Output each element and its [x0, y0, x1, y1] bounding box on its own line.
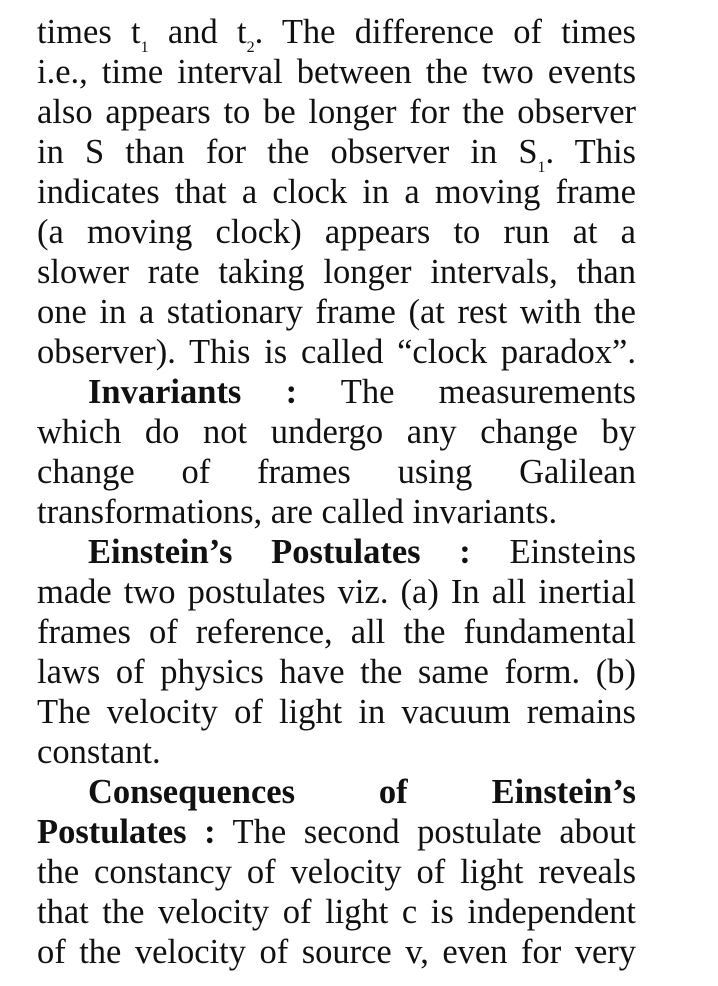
subscript: 1 — [140, 39, 149, 56]
text-line: observer). This is called “clock paradox”. — [37, 333, 636, 371]
text-line: Postulates : The second postulate about — [37, 813, 636, 851]
text-line: which do not undergo any change by — [37, 413, 636, 451]
paragraph-consequences — [37, 772, 636, 972]
text-line: laws of physics have the same form. (b) — [37, 653, 636, 691]
text-line: change of frames using Galilean — [37, 453, 636, 491]
text-line: indicates that a clock in a moving frame — [37, 173, 636, 211]
text-line: (a moving clock) appears to run at a — [37, 213, 636, 251]
section-heading: Consequences of Einstein’s — [88, 773, 636, 811]
text-line: constant. — [37, 733, 161, 771]
text-line: frames of reference, all the fundamental — [37, 613, 636, 651]
text-line: one in a stationary frame (at rest with the — [37, 293, 636, 331]
document-page — [37, 12, 636, 972]
section-heading: Invariants : — [88, 373, 298, 411]
subscript: 2 — [246, 39, 255, 56]
paragraph-invariants — [37, 372, 636, 532]
subscript: 1 — [537, 159, 546, 176]
text-line: in S than for the observer in $S_1$. This — [37, 133, 636, 176]
text-line: that the velocity of light c is independent — [37, 893, 636, 931]
text-line: The velocity of light in vacuum remains — [37, 693, 636, 731]
text-line: slower rate taking longer intervals, than — [37, 253, 636, 291]
text-line: of the velocity of source v, even for very — [37, 933, 636, 971]
text-line: also appears to be longer for the observer — [37, 93, 636, 131]
paragraph-clock-paradox — [37, 12, 636, 372]
section-heading: Postulates : — [37, 813, 216, 851]
text-line: transformations, are called invariants. — [37, 493, 558, 531]
text-line: made two postulates viz. (a) In all inertial — [37, 573, 636, 611]
paragraph-einsteins-postulates — [37, 532, 636, 772]
text-line: times $t_1$ and $t_2$. The difference of times — [37, 13, 636, 56]
text-line: i.e., time interval between the two events — [37, 53, 636, 91]
text-line: Invariants : The measurements — [88, 373, 636, 411]
text-line: the constancy of velocity of light reveals — [37, 853, 636, 891]
section-heading: Einstein’s Postulates : — [88, 533, 471, 571]
text-line: Einstein’s Postulates : Einsteins — [88, 533, 636, 571]
